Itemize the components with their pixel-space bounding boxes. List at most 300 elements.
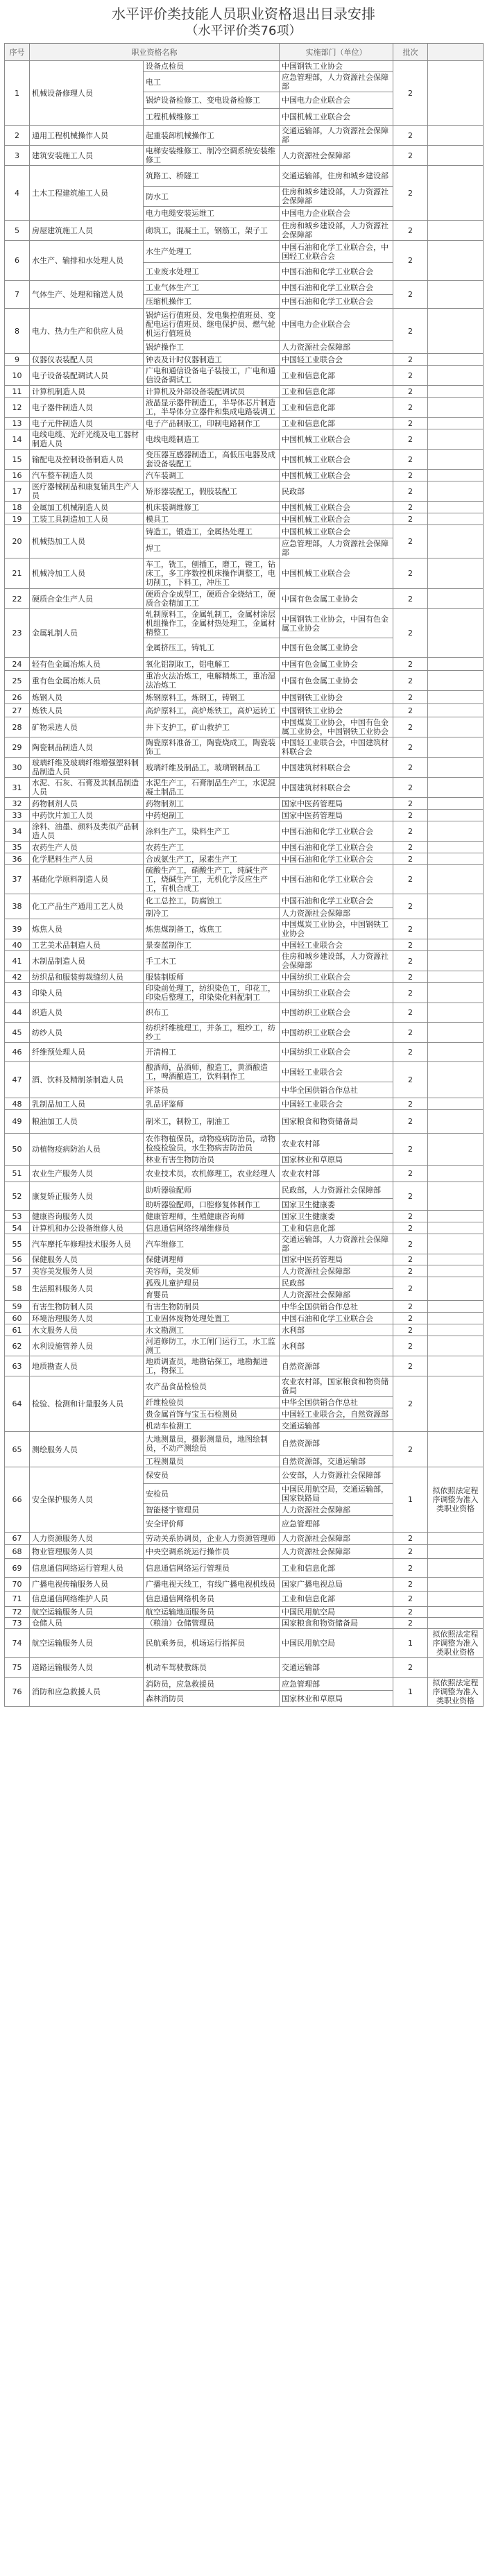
occupation-category: 消防和应急救援人员	[30, 1678, 144, 1707]
qualification-name: 纺织纤维梳理工，并条工，粗纱工，纺纱工	[144, 1023, 280, 1043]
remark-cell	[428, 366, 484, 386]
qualification-name: 电子产品制版工，印制电路制作工	[144, 418, 280, 429]
qualification-name: 炼钢原料工，炼钢工，铸钢工	[144, 691, 280, 704]
table-row	[5, 166, 484, 187]
batch-number: 2	[393, 865, 428, 894]
remark-cell	[428, 939, 484, 951]
implementing-department: 中国石油和化学工业联合会	[280, 853, 393, 865]
remark-cell	[428, 1254, 484, 1265]
remark-cell	[428, 951, 484, 971]
implementing-department: 应急管理部，人力资源社会保障部	[280, 72, 393, 92]
batch-number: 2	[393, 429, 428, 450]
implementing-department: 中国机械工业联合会	[280, 109, 393, 126]
implementing-department: 民政部，人力资源社会保障部	[280, 1182, 393, 1199]
implementing-department: 交通运输部，人力资源社会保障部	[280, 126, 393, 146]
row-number: 38	[5, 894, 30, 919]
occupation-category: 机械设备修理人员	[30, 61, 144, 126]
batch-number: 2	[393, 609, 428, 658]
batch-number: 2	[393, 671, 428, 691]
implementing-department: 中国石油和化学工业联合会	[280, 281, 393, 295]
table-row	[5, 398, 484, 418]
qualification-name: 水生产处理工	[144, 241, 280, 263]
qualification-name: 纤维检验员	[144, 1397, 280, 1408]
remark-cell	[428, 386, 484, 398]
batch-number: 2	[393, 1658, 428, 1678]
table-row	[5, 865, 484, 894]
occupation-category: 织造人员	[30, 1003, 144, 1023]
occupation-category: 仓储人员	[30, 1618, 144, 1629]
batch-number: 2	[393, 558, 428, 589]
batch-number: 2	[393, 1234, 428, 1254]
qualification-name: 信息通信网络机务员	[144, 1592, 280, 1607]
implementing-department: 中国轻工业联合会，中国建筑材料联合会	[280, 737, 393, 758]
row-number: 21	[5, 558, 30, 589]
occupation-category: 金属轧制人员	[30, 609, 144, 658]
qualification-name: 助听器验配师	[144, 1182, 280, 1199]
document-title: 水平评价类技能人员职业资格退出目录安排	[112, 6, 375, 22]
table-row	[5, 1277, 484, 1289]
occupation-category: 硬质合金生产人员	[30, 589, 144, 609]
table-row	[5, 241, 484, 263]
table-header-row	[5, 44, 484, 61]
occupation-category: 保健服务人员	[30, 1254, 144, 1265]
qualification-name: 信息通信网络终端维修员	[144, 1222, 280, 1234]
table-row	[5, 1110, 484, 1134]
row-number: 32	[5, 798, 30, 810]
row-number: 53	[5, 1211, 30, 1222]
table-row	[5, 1376, 484, 1397]
row-number: 35	[5, 842, 30, 853]
qualification-name: 矫形器装配工，假肢装配工	[144, 481, 280, 502]
remark-cell	[428, 1533, 484, 1545]
occupation-category: 信息通信网络运行管理人员	[30, 1559, 144, 1578]
batch-number: 2	[393, 704, 428, 717]
implementing-department: 工业和信息化部	[280, 1592, 393, 1607]
row-number: 50	[5, 1134, 30, 1166]
batch-number: 2	[393, 658, 428, 671]
remark-cell	[428, 1043, 484, 1062]
occupation-category: 化学肥料生产人员	[30, 853, 144, 865]
occupation-category: 矿物采选人员	[30, 717, 144, 737]
qualification-name: 锅炉设备检修工、变电设备检修工	[144, 92, 280, 109]
qualification-name: 农作物植保员，动物疫病防治员，动物检疫检验员，水生物病害防治员	[144, 1134, 280, 1154]
header-department: 实施部门（单位）	[280, 44, 393, 61]
occupation-category: 生活照料服务人员	[30, 1277, 144, 1301]
implementing-department: 中国石油和化学工业联合会	[280, 865, 393, 894]
occupation-category: 房屋建筑施工人员	[30, 221, 144, 241]
batch-number: 1	[393, 1629, 428, 1658]
qualification-name: 手工木工	[144, 951, 280, 971]
qualification-name: 孤残儿童护理员	[144, 1277, 280, 1289]
batch-number: 2	[393, 1559, 428, 1578]
implementing-department: 工业和信息化部	[280, 1222, 393, 1234]
qualification-name: 广电和通信设备电子装接工，广电和通信设备调试工	[144, 366, 280, 386]
qualification-name: 劳动关系协调员，企业人力资源管理师	[144, 1533, 280, 1545]
remark-cell	[428, 450, 484, 470]
qualification-name: 中药炮制工	[144, 810, 280, 821]
batch-number: 2	[393, 1277, 428, 1301]
qualification-name: 酿酒师，品酒师，酿造工，黄酒酿造工，啤酒酿造工，饮料制作工	[144, 1062, 280, 1082]
batch-number: 2	[393, 281, 428, 309]
batch-number: 2	[393, 1043, 428, 1062]
implementing-department: 中华全国供销合作总社	[280, 1082, 393, 1098]
row-number: 13	[5, 418, 30, 429]
occupation-category: 有害生物防制人员	[30, 1301, 144, 1313]
table-row	[5, 758, 484, 778]
table-row	[5, 691, 484, 704]
implementing-department: 国家卫生健康委	[280, 1199, 393, 1211]
occupation-category: 航空运输服务人员	[30, 1629, 144, 1658]
occupation-category: 计算机制造人员	[30, 386, 144, 398]
batch-number: 2	[393, 1222, 428, 1234]
remark-cell	[428, 398, 484, 418]
remark-cell	[428, 798, 484, 810]
occupation-category: 轻有色金属冶炼人员	[30, 658, 144, 671]
qualification-name: 药物制剂工	[144, 798, 280, 810]
table-row	[5, 1678, 484, 1691]
row-number: 52	[5, 1182, 30, 1211]
table-row	[5, 1166, 484, 1182]
remark-cell	[428, 1607, 484, 1618]
implementing-department: 中国有色金属工业协会	[280, 638, 393, 658]
implementing-department: 交通运输部	[280, 1658, 393, 1678]
implementing-department: 中国轻工业联合会	[280, 1098, 393, 1110]
row-number: 1	[5, 61, 30, 126]
qualification-name: 机动车驾驶教练员	[144, 1658, 280, 1678]
implementing-department: 中国纺织工业联合会	[280, 1003, 393, 1023]
batch-number: 2	[393, 1182, 428, 1211]
row-number: 76	[5, 1678, 30, 1707]
row-number: 18	[5, 502, 30, 513]
batch-number: 2	[393, 1545, 428, 1559]
remark-cell	[428, 1356, 484, 1376]
batch-number: 2	[393, 758, 428, 778]
remark-cell	[428, 919, 484, 939]
remark-cell	[428, 842, 484, 853]
row-number: 58	[5, 1277, 30, 1301]
implementing-department: 中国石油和化学工业联合会	[280, 894, 393, 908]
table-row	[5, 366, 484, 386]
row-number: 27	[5, 704, 30, 717]
qualification-name: 汽车维修工	[144, 1234, 280, 1254]
occupation-category: 纺纱人员	[30, 1023, 144, 1043]
qualification-name: 景泰蓝制作工	[144, 939, 280, 951]
qualification-name: 乳品评鉴师	[144, 1098, 280, 1110]
table-row	[5, 1234, 484, 1254]
row-number: 25	[5, 671, 30, 691]
batch-number: 2	[393, 919, 428, 939]
implementing-department: 住房和城乡建设部，人力资源社会保障部	[280, 221, 393, 241]
qualification-name: 砌筑工，混凝土工，钢筋工，架子工	[144, 221, 280, 241]
row-number: 12	[5, 398, 30, 418]
occupation-category: 检验、检测和计量服务人员	[30, 1376, 144, 1432]
table-row	[5, 589, 484, 609]
row-number: 26	[5, 691, 30, 704]
qualification-name: 信息通信网络运行管理员	[144, 1559, 280, 1578]
row-number: 42	[5, 971, 30, 983]
remark-cell	[428, 894, 484, 919]
row-number: 45	[5, 1023, 30, 1043]
implementing-department: 中国民用航空局	[280, 1629, 393, 1658]
qualification-name: 玻璃纤维及制品工，玻璃钢制品工	[144, 758, 280, 778]
remark-cell	[428, 1324, 484, 1336]
batch-number: 2	[393, 1265, 428, 1277]
remark-cell	[428, 1182, 484, 1211]
row-number: 43	[5, 983, 30, 1003]
table-row	[5, 704, 484, 717]
implementing-department: 国家中医药管理局	[280, 1254, 393, 1265]
qualification-name: 航空运输地面服务员	[144, 1607, 280, 1618]
occupation-category: 健康咨询服务人员	[30, 1211, 144, 1222]
remark-cell	[428, 1166, 484, 1182]
batch-number: 2	[393, 1592, 428, 1607]
row-number: 30	[5, 758, 30, 778]
remark-cell	[428, 1265, 484, 1277]
qualification-name: 保安员	[144, 1467, 280, 1484]
implementing-department: 交通运输部，人力资源社会保障部	[280, 1234, 393, 1254]
remark-cell	[428, 658, 484, 671]
table-row	[5, 1254, 484, 1265]
qualification-name: 水文勘测工	[144, 1324, 280, 1336]
batch-number: 2	[393, 1376, 428, 1432]
qualification-name: 工程机械维修工	[144, 109, 280, 126]
implementing-department: 中国电力企业联合会	[280, 207, 393, 221]
implementing-department: 中国民用航空局，交通运输部，国家铁路局	[280, 1484, 393, 1504]
batch-number: 2	[393, 842, 428, 853]
table-row	[5, 281, 484, 295]
table-row	[5, 126, 484, 146]
remark-cell	[428, 1559, 484, 1578]
occupation-category: 木制品制造人员	[30, 951, 144, 971]
table-row	[5, 821, 484, 842]
implementing-department: 中国纺织工业联合会	[280, 971, 393, 983]
implementing-department: 中国电力企业联合会	[280, 309, 393, 341]
remark-cell	[428, 704, 484, 717]
remark-cell	[428, 758, 484, 778]
occupation-category: 道路运输服务人员	[30, 1658, 144, 1678]
occupation-category: 气体生产、处理和输送人员	[30, 281, 144, 309]
remark-cell	[428, 1301, 484, 1313]
row-number: 23	[5, 609, 30, 658]
qualification-name: 电线电缆制造工	[144, 429, 280, 450]
table-body	[5, 61, 484, 1707]
implementing-department: 中国有色金属工业协会	[280, 671, 393, 691]
remark-cell	[428, 971, 484, 983]
table-row	[5, 1023, 484, 1043]
table-row	[5, 525, 484, 538]
occupation-category: 汽车整车制造人员	[30, 470, 144, 481]
table-row	[5, 1265, 484, 1277]
qualification-name: （粮油）仓储管理员	[144, 1618, 280, 1629]
batch-number: 2	[393, 1336, 428, 1356]
row-number: 24	[5, 658, 30, 671]
row-number: 67	[5, 1533, 30, 1545]
table-row	[5, 1533, 484, 1545]
remark-cell	[428, 1211, 484, 1222]
qualification-name: 贵金属首饰与宝玉石检测员	[144, 1408, 280, 1420]
implementing-department: 中国石油和化学工业联合会，中国轻工业联合会	[280, 241, 393, 263]
remark-cell: 拟依照法定程序调整为准入类职业资格	[428, 1467, 484, 1533]
occupation-category: 环境治理服务人员	[30, 1313, 144, 1324]
row-number: 2	[5, 126, 30, 146]
implementing-department: 工业和信息化部	[280, 386, 393, 398]
table-row	[5, 1182, 484, 1199]
qualification-name: 化工总控工，防腐蚀工	[144, 894, 280, 908]
qualification-name: 重冶火法冶炼工，电解精炼工，重冶湿法冶炼工	[144, 671, 280, 691]
implementing-department: 中国纺织工业联合会	[280, 1043, 393, 1062]
batch-number: 2	[393, 778, 428, 798]
remark-cell	[428, 1222, 484, 1234]
implementing-department: 中国轻工业联合会，自然资源部	[280, 1408, 393, 1420]
batch-number: 2	[393, 61, 428, 126]
implementing-department: 人力资源社会保障部	[280, 146, 393, 166]
qualification-name: 高炉原料工，高炉炼铁工，高炉运转工	[144, 704, 280, 717]
row-number: 28	[5, 717, 30, 737]
occupation-category: 测绘服务人员	[30, 1432, 144, 1467]
remark-cell	[428, 717, 484, 737]
qualification-name: 钟表及计时仪器制造工	[144, 354, 280, 366]
row-number: 48	[5, 1098, 30, 1110]
batch-number: 2	[393, 983, 428, 1003]
table-row	[5, 1559, 484, 1578]
row-number: 63	[5, 1356, 30, 1376]
implementing-department: 中国石油和化学工业联合会	[280, 1313, 393, 1324]
table-row	[5, 1098, 484, 1110]
occupation-category: 工装工具制造加工人员	[30, 513, 144, 525]
remark-cell	[428, 146, 484, 166]
table-row	[5, 1336, 484, 1356]
batch-number: 2	[393, 1533, 428, 1545]
implementing-department: 中国机械工业联合会	[280, 450, 393, 470]
qualification-name: 水泥生产工，石膏制品生产工，水泥混凝土制品工	[144, 778, 280, 798]
implementing-department: 农业农村部	[280, 1134, 393, 1154]
qualification-name: 美容师，美发师	[144, 1265, 280, 1277]
table-row	[5, 939, 484, 951]
qualification-name: 大地测量员，摄影测量员，地图绘制员，不动产测绘员	[144, 1432, 280, 1456]
batch-number: 2	[393, 1134, 428, 1166]
occupation-category: 水利设施管养人员	[30, 1336, 144, 1356]
row-number: 51	[5, 1166, 30, 1182]
occupation-category: 农药生产人员	[30, 842, 144, 853]
occupation-category: 动植物疫病防治人员	[30, 1134, 144, 1166]
implementing-department: 工业和信息化部	[280, 398, 393, 418]
table-row	[5, 842, 484, 853]
implementing-department: 交通运输部	[280, 1420, 393, 1432]
row-number: 15	[5, 450, 30, 470]
qualification-name: 河道修防工，水工闸门运行工，水工监测工	[144, 1336, 280, 1356]
batch-number: 2	[393, 798, 428, 810]
row-number: 72	[5, 1607, 30, 1618]
remark-cell	[428, 983, 484, 1003]
header-batch: 批次	[393, 44, 428, 61]
qualification-name: 炼焦煤制备工，炼焦工	[144, 919, 280, 939]
occupation-category: 地质勘查人员	[30, 1356, 144, 1376]
qualification-name: 起重装卸机械操作工	[144, 126, 280, 146]
implementing-department: 中国煤炭工业协会，中国钢铁工业协会	[280, 919, 393, 939]
row-number: 44	[5, 1003, 30, 1023]
occupation-category: 美容美发服务人员	[30, 1265, 144, 1277]
remark-cell	[428, 166, 484, 221]
occupation-category: 信息通信网络维护人员	[30, 1592, 144, 1607]
row-number: 59	[5, 1301, 30, 1313]
remark-cell	[428, 429, 484, 450]
occupation-category: 电子器件制造人员	[30, 398, 144, 418]
table-row	[5, 61, 484, 72]
occupation-category: 广播电视传输服务人员	[30, 1578, 144, 1592]
remark-cell	[428, 354, 484, 366]
batch-number: 2	[393, 398, 428, 418]
qualification-name: 制米工，制粉工，制油工	[144, 1110, 280, 1134]
remark-cell	[428, 1592, 484, 1607]
row-number: 17	[5, 481, 30, 502]
occupation-category: 工艺美术品制造人员	[30, 939, 144, 951]
batch-number: 2	[393, 1313, 428, 1324]
occupation-category: 航空运输服务人员	[30, 1607, 144, 1618]
implementing-department: 中国钢铁工业协会	[280, 691, 393, 704]
table-row	[5, 558, 484, 589]
remark-cell	[428, 309, 484, 354]
row-number: 47	[5, 1062, 30, 1098]
table-row	[5, 1134, 484, 1154]
row-number: 68	[5, 1545, 30, 1559]
row-number: 73	[5, 1618, 30, 1629]
occupation-category: 药物制剂人员	[30, 798, 144, 810]
implementing-department: 中国轻工业联合会	[280, 939, 393, 951]
remark-cell	[428, 221, 484, 241]
implementing-department: 中国建筑材料联合会	[280, 758, 393, 778]
table-row	[5, 658, 484, 671]
implementing-department: 公安部，人力资源社会保障部	[280, 1467, 393, 1484]
qualification-name: 健康管理师，生殖健康咨询师	[144, 1211, 280, 1222]
remark-cell	[428, 737, 484, 758]
batch-number: 2	[393, 1301, 428, 1313]
remark-cell	[428, 589, 484, 609]
occupation-category: 物业管理服务人员	[30, 1545, 144, 1559]
qualification-name: 焊工	[144, 538, 280, 558]
table-row	[5, 971, 484, 983]
implementing-department: 中国民用航空局	[280, 1607, 393, 1618]
qualification-name: 变压器互感器制造工，高低压电器及成套设备装配工	[144, 450, 280, 470]
implementing-department: 农业农村部，国家粮食和物资储备局	[280, 1376, 393, 1397]
implementing-department: 中国机械工业联合会	[280, 558, 393, 589]
implementing-department: 交通运输部，住房和城乡建设部	[280, 166, 393, 187]
implementing-department: 中华全国供销合作总社	[280, 1397, 393, 1408]
row-number: 37	[5, 865, 30, 894]
qualification-name: 井下支护工，矿山救护工	[144, 717, 280, 737]
table-row	[5, 1618, 484, 1629]
implementing-department: 人力资源社会保障部	[280, 1289, 393, 1301]
remark-cell	[428, 821, 484, 842]
implementing-department: 中国石油和化学工业联合会	[280, 295, 393, 309]
implementing-department: 中国机械工业联合会	[280, 470, 393, 481]
table-row	[5, 778, 484, 798]
batch-number: 2	[393, 1166, 428, 1182]
implementing-department: 中国石油和化学工业联合会	[280, 821, 393, 842]
table-row	[5, 386, 484, 398]
batch-number: 2	[393, 1098, 428, 1110]
qualification-name: 中央空调系统运行操作员	[144, 1545, 280, 1559]
implementing-department: 农业农村部	[280, 1166, 393, 1182]
implementing-department: 中国机械工业联合会	[280, 513, 393, 525]
batch-number: 2	[393, 354, 428, 366]
table-row	[5, 798, 484, 810]
occupation-category: 安全保护服务人员	[30, 1467, 144, 1533]
occupation-category: 机械冷加工人员	[30, 558, 144, 589]
remark-cell	[428, 1098, 484, 1110]
qualification-name: 农业技术员，农机修理工，农业经理人	[144, 1166, 280, 1182]
qualification-name: 电工	[144, 72, 280, 92]
implementing-department: 民政部	[280, 1277, 393, 1289]
